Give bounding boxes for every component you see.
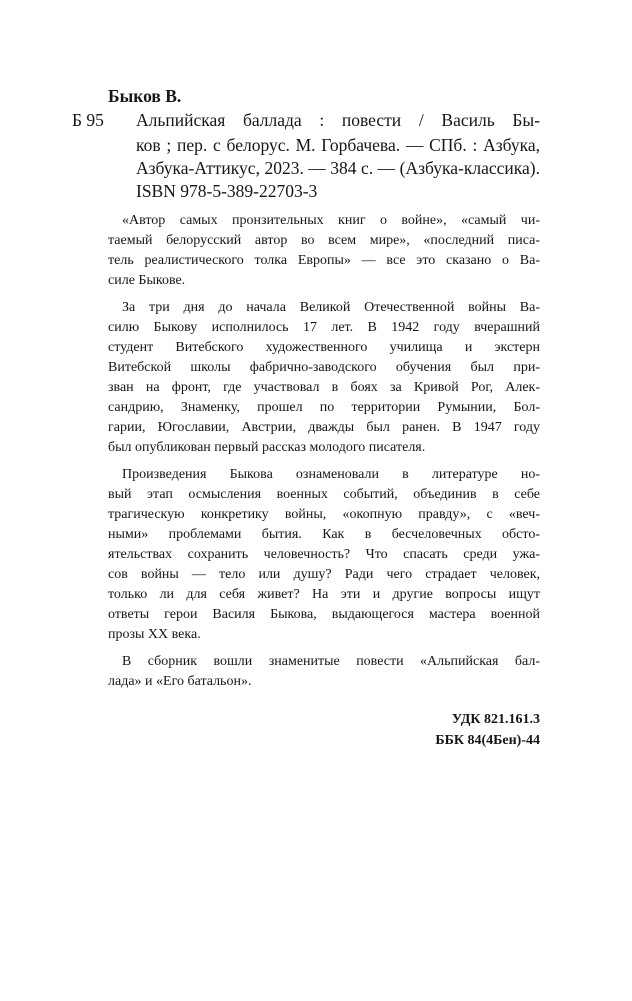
catalog-index: Б 95 [72, 110, 104, 130]
catalog-line: Альпийская баллада : повести / Василь Бы- [136, 110, 540, 130]
annotation-line: Витебской школы фабрично-заводского обучения был при- [108, 360, 540, 375]
catalog-line: ков ; пер. с белорус. М. Горбачева. — СПб. : Азбука, [136, 135, 540, 155]
annotation-line: сов войны — тело или душу? Ради чего страдает человек, [108, 567, 540, 582]
bbk-code: ББК 84(4Бен)-44 [435, 733, 540, 748]
annotation-line: только ли для себя живет? На эти и другие вопросы ищут [108, 587, 540, 602]
annotation-line: тель реалистического толка Европы» — все это сказано о Ва- [108, 253, 540, 268]
catalog-line: Азбука-Аттикус, 2023. — 384 с. — (Азбука-классика). [136, 158, 540, 178]
isbn: ISBN 978-5-389-22703-3 [136, 181, 318, 201]
annotation-line: силе Быкове. [108, 273, 186, 288]
annotation-line: таемый белорусский автор во всем мире», «последний писа- [108, 233, 540, 248]
author-heading: Быков В. [108, 86, 182, 106]
annotation-line: был опубликован первый рассказ молодого писателя. [108, 440, 426, 455]
annotation-line: За три дня до начала Великой Отечественной войны Ва- [122, 300, 540, 315]
annotation-line: «Автор самых пронзительных книг о войне», «самый чи- [122, 213, 540, 228]
annotation-line: ными» проблемами бытия. Как в бесчеловечных обсто- [108, 527, 540, 542]
annotation-line: ятельствах сохранить человечность? Что спасать среди ужа- [108, 547, 540, 562]
annotation-line: В сборник вошли знаменитые повести «Альпийская бал- [122, 654, 540, 669]
annotation-line: силю Быкову исполнилось 17 лет. В 1942 году вчерашний [108, 320, 540, 335]
annotation-line: гарии, Югославии, Австрии, дважды был ранен. В 1947 году [108, 420, 540, 435]
annotation-line: сандрию, Знаменку, прошел по территории Румынии, Бол- [108, 400, 540, 415]
udk-code: УДК 821.161.3 [451, 712, 540, 727]
annotation-line: лада» и «Его батальон». [108, 674, 252, 689]
annotation-line: вый этап осмысления военных событий, объединив в себе [108, 487, 540, 502]
annotation-line: студент Витебского художественного училища и экстерн [108, 340, 540, 355]
annotation-line: трагическую конкретику войны, «окопную правду», с «веч- [108, 507, 540, 522]
annotation-line: зван на фронт, где участвовал в боях за Кривой Рог, Алек- [108, 380, 540, 395]
annotation-line: прозы XX века. [108, 627, 201, 642]
annotation-line: Произведения Быкова ознаменовали в литературе но- [122, 467, 540, 482]
annotation-line: ответы герои Василя Быкова, выдающегося мастера военной [108, 607, 540, 622]
